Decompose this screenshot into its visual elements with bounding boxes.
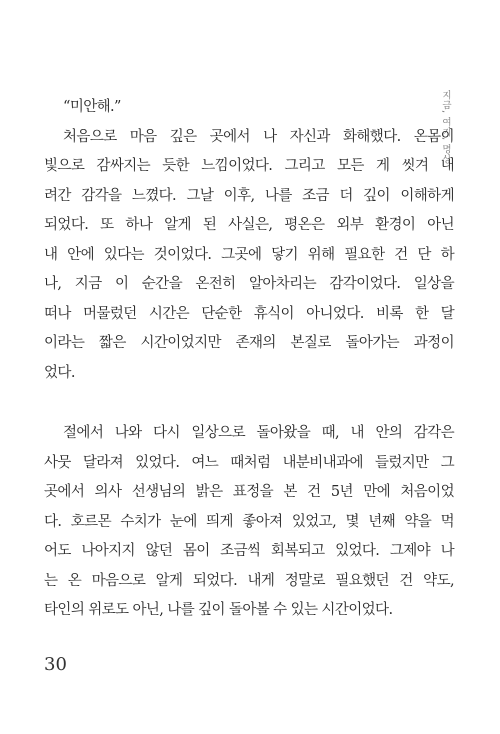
text-line: 처음으로 마음 깊은 곳에서 나 자신과 화해했다. 온몸이: [63, 128, 454, 145]
paragraph-reconciliation: [44, 123, 454, 389]
text-line: 절에서 나와 다시 일상으로 돌아왔을 때, 내 안의 감각은: [63, 425, 454, 441]
text-line: 는 온 마음으로 알게 되었다. 내게 정말로 필요했던 건 약도,: [44, 572, 454, 589]
text-line: 곳에서 의사 선생님의 밝은 표정을 본 건 5년 만에 처음이었: [44, 484, 454, 500]
text-line: 이라는 짧은 시간이었지만 존재의 본질로 돌아가는 과정이: [44, 335, 454, 351]
text-line: 떠나 머물렀던 시간은 단순한 휴식이 아니었다. 비록 한 달: [44, 305, 454, 322]
paragraph-quote: [44, 93, 454, 123]
text-line: 려간 감각을 느꼈다. 그날 이후, 나를 조금 더 깊이 이해하게: [44, 187, 454, 204]
running-head: 지금, 여기, 명상: [440, 90, 451, 165]
text-line: 사뭇 달라져 있었다. 여느 때처럼 내분비내과에 들렀지만 그: [44, 454, 454, 471]
text-line: 내 안에 있다는 것이었다. 그곳에 닿기 위해 필요한 건 단 하: [44, 246, 454, 263]
text-line: 었다.: [44, 364, 75, 381]
text-line: 되었다. 또 하나 알게 된 사실은, 평온은 외부 환경이 아닌: [44, 217, 454, 233]
text-line: 빛으로 감싸지는 듯한 느낌이었다. 그리고 모든 게 씻겨 내: [44, 158, 454, 174]
text-line: 나, 지금 이 순간을 온전히 알아차리는 감각이었다. 일상을: [44, 276, 454, 292]
text-line: 타인의 위로도 아닌, 나를 깊이 돌아볼 수 있는 시간이었다.: [44, 602, 393, 618]
paragraph-return: [44, 419, 454, 626]
text-line: “미안해.”: [63, 99, 121, 115]
text-line: 다. 호르몬 수치가 눈에 띄게 좋아져 있었고, 몇 년째 약을 먹: [44, 513, 454, 530]
text-line: 어도 나아지지 않던 몸이 조금씩 회복되고 있었다. 그제야 나: [44, 543, 454, 559]
page-number: 30: [44, 654, 67, 675]
page-body: [44, 93, 454, 626]
